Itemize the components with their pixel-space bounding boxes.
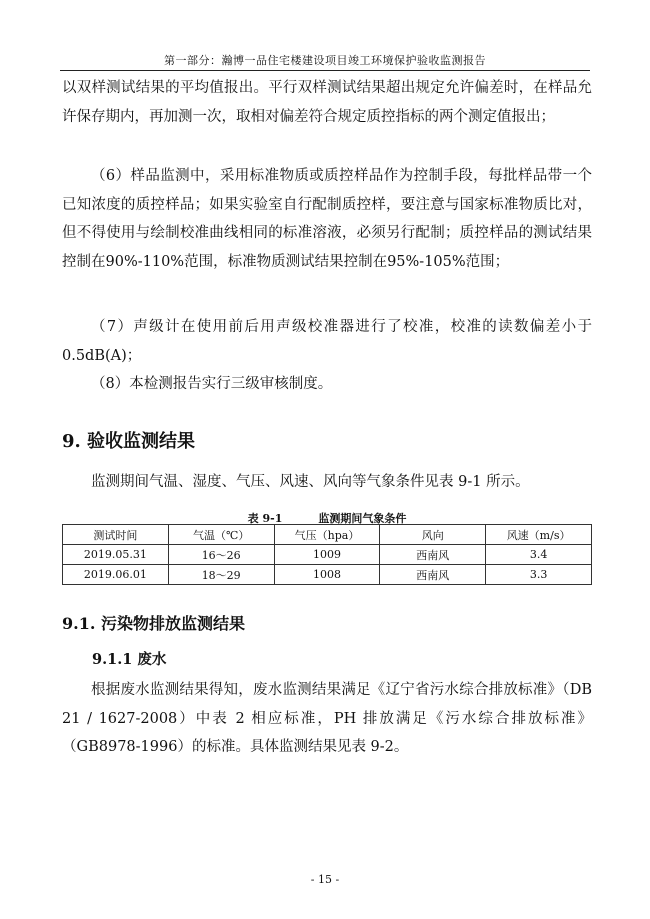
- table-header-row: [63, 525, 592, 545]
- table-cell: 3.4: [486, 545, 592, 565]
- paragraph-review-system: （8）本检测报告实行三级审核制度。: [91, 376, 333, 392]
- table-cell: 16～26: [168, 545, 274, 565]
- paragraph-quality-control: （6）样品监测中，采用标准物质或质控样品作为控制手段，每批样品带一个已知浓度的质控样品；如果实验室自行配制质控样，要注意与国家标准物质比对，但不得使用与绘制校准曲线相同的标准溶液，必须另行配制；质控样品的测试结果控制在90%-110%范围，标准物质测试结果控制在95%-105%范围；: [62, 168, 592, 270]
- paragraph-weather-intro: 监测期间气温、湿度、气压、风速、风向等气象条件见表 9-1 所示。: [91, 474, 530, 490]
- weather-table: [62, 524, 592, 585]
- table-cell: 西南风: [380, 545, 486, 565]
- table-row: [63, 545, 592, 565]
- header-cell-date: 测试时间: [63, 525, 169, 545]
- section-heading-9-1: 9.1. 污染物排放监测结果: [62, 614, 245, 633]
- header-cell-wind-direction: 风向: [380, 525, 486, 545]
- table-row: [63, 565, 592, 585]
- header-rule: [60, 70, 590, 71]
- table-cell: 3.3: [486, 565, 592, 585]
- header-cell-pressure: 气压（hpa）: [274, 525, 380, 545]
- section-heading-9: 9. 验收监测结果: [62, 431, 196, 452]
- paragraph-sound-meter: （7）声级计在使用前后用声级校准器进行了校准，校准的读数偏差小于0.5dB(A)；: [62, 319, 592, 364]
- paragraph-duplicate-samples: 以双样测试结果的平均值报出。平行双样测试结果超出规定允许偏差时，在样品允许保存期内，再加测一次，取相对偏差符合规定质控指标的两个测定值报出；: [62, 80, 592, 125]
- table-cell: 西南风: [380, 565, 486, 585]
- table-cell: 1008: [274, 565, 380, 585]
- page-number: - 15 -: [310, 873, 340, 886]
- subsection-heading-wastewater: 9.1.1 废水: [92, 651, 167, 668]
- paragraph-wastewater: 根据废水监测结果得知，废水监测结果满足《辽宁省污水综合排放标准》（DB 21 / 1627-2008）中表 2 相应标准，PH 排放满足《污水综合排放标准》（GB8978-1996）的标准。具体监测结果见表 9-2。: [62, 682, 592, 755]
- table-number: 表 9-1: [247, 512, 283, 525]
- table-cell: 1009: [274, 545, 380, 565]
- table-cell: 2019.05.31: [63, 545, 169, 565]
- running-header: 第一部分：瀚博一品住宅楼建设项目竣工环境保护验收监测报告: [164, 54, 486, 67]
- header-cell-wind-speed: 风速（m/s）: [486, 525, 592, 545]
- table-cell: 2019.06.01: [63, 565, 169, 585]
- table-title: 监测期间气象条件: [318, 512, 407, 525]
- header-cell-temperature: 气温（℃）: [168, 525, 274, 545]
- table-cell: 18～29: [168, 565, 274, 585]
